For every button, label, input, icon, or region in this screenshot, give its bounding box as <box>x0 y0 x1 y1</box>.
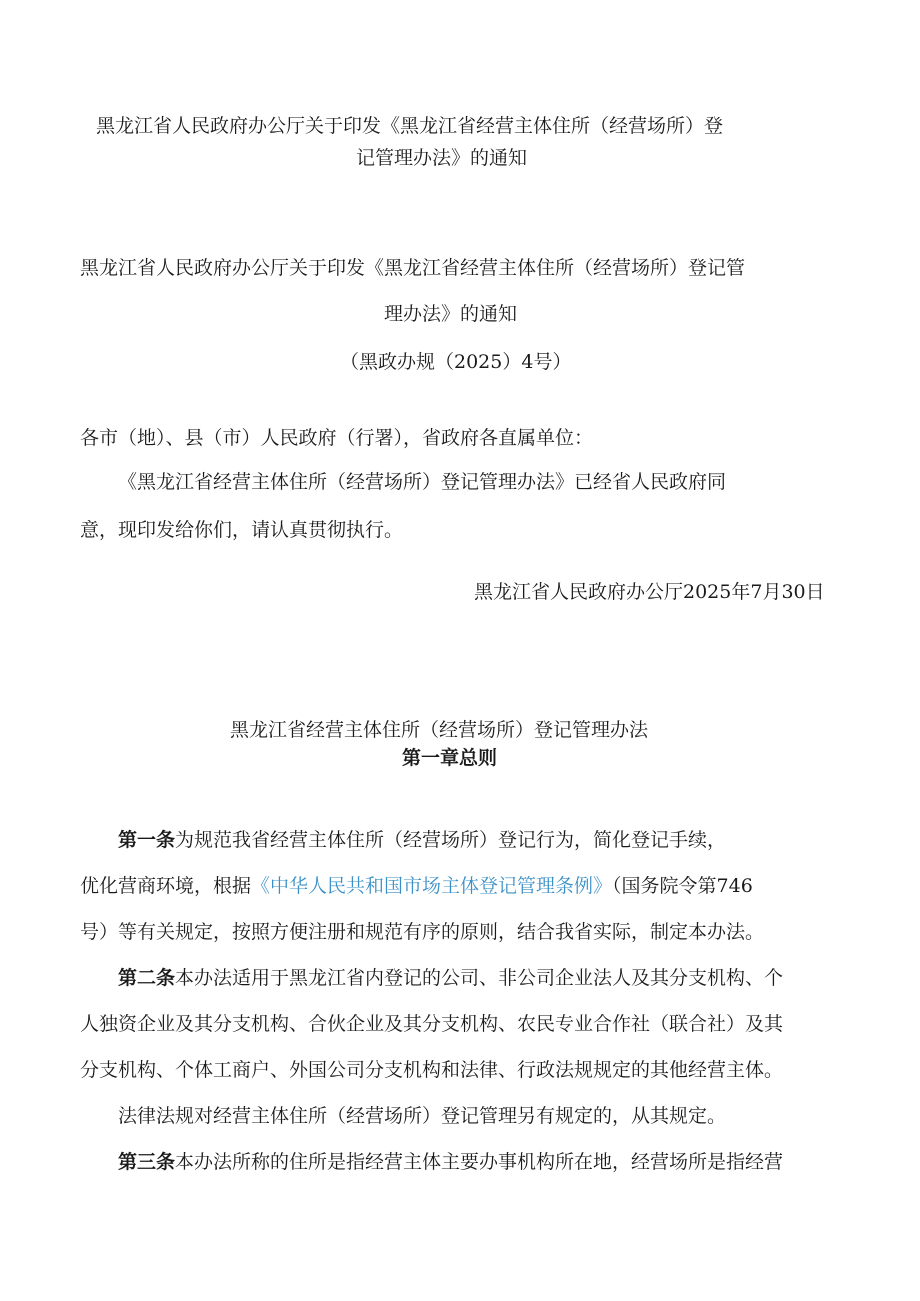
article3-label: 第三条 <box>118 1151 176 1173</box>
article1-line3: 号）等有关规定，按照方便注册和规范有序的原则，结合我省实际，制定本办法。 <box>80 921 765 943</box>
article1-line1 <box>118 828 726 852</box>
header-title-line2: 记管理办法》的通知 <box>356 147 528 169</box>
article1-text1: 为规范我省经营主体住所（经营场所）登记行为，简化登记手续， <box>175 829 727 851</box>
notice-title-line2: 理办法》的通知 <box>384 303 518 325</box>
article2-line4: 法律法规对经营主体住所（经营场所）登记管理另有规定的，从其规定。 <box>118 1105 727 1127</box>
notice-body-line2: 意，现印发给你们，请认真贯彻执行。 <box>80 519 404 541</box>
article3-text1: 本办法所称的住所是指经营主体主要办事机构所在地，经营场所是指经营 <box>175 1151 784 1173</box>
article2-line1 <box>118 966 783 990</box>
article2-line2: 人独资企业及其分支机构、合伙企业及其分支机构、农民专业合作社（联合社）及其 <box>80 1013 784 1035</box>
article1-label: 第一条 <box>118 829 176 851</box>
article1-text2-pre: 优化营商环境，根据 <box>80 875 252 897</box>
article2-line3: 分支机构、个体工商户、外国公司分支机构和法律、行政法规规定的其他经营主体。 <box>80 1059 784 1081</box>
header-title-line1: 黑龙江省人民政府办公厅关于印发《黑龙江省经营主体住所（经营场所）登 <box>96 115 724 137</box>
article1-text2-post: （国务院令第746 <box>612 875 753 897</box>
chapter-heading: 第一章总则 <box>402 747 498 769</box>
document-number: （黑政办规（2025）4号） <box>340 351 572 373</box>
regulation-citation-link[interactable]: 《中华人民共和国市场主体登记管理条例》 <box>251 875 613 897</box>
article2-label: 第二条 <box>118 967 176 989</box>
article3-line1 <box>118 1150 783 1174</box>
addressee: 各市（地）、县（市）人民政府（行署），省政府各直属单位： <box>80 427 594 449</box>
notice-body-line1: 《黑龙江省经营主体住所（经营场所）登记管理办法》已经省人民政府同 <box>118 471 727 493</box>
notice-title-line1: 黑龙江省人民政府办公厅关于印发《黑龙江省经营主体住所（经营场所）登记管 <box>80 257 746 279</box>
article1-line2 <box>80 874 753 898</box>
regulation-title: 黑龙江省经营主体住所（经营场所）登记管理办法 <box>230 719 649 741</box>
signature-date: 黑龙江省人民政府办公厅2025年7月30日 <box>474 581 825 603</box>
article2-text1: 本办法适用于黑龙江省内登记的公司、非公司企业法人及其分支机构、个 <box>175 967 784 989</box>
